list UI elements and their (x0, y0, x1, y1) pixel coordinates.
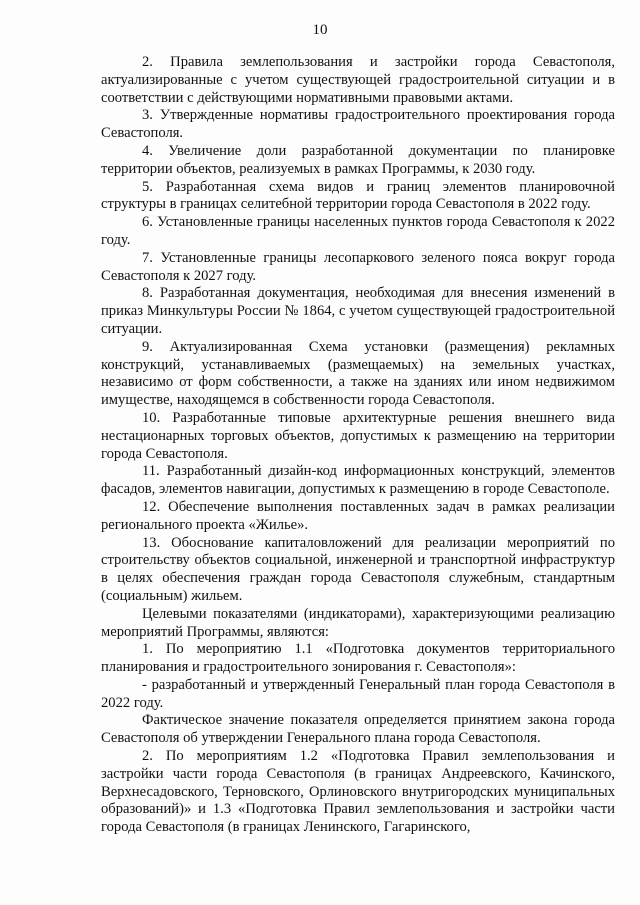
paragraph-item-5: 5. Разработанная схема видов и границ элементов планировочной структуры в границах селитебной территории города Севастополя в 2022 году. (101, 178, 615, 213)
page-number: 10 (312, 22, 328, 38)
paragraph-item-9: 9. Актуализированная Схема установки (размещения) рекламных конструкций, устанавливаемых (размещаемых) на земельных участках, независимо от форм собственности, а также на зданиях или ином недвижимом имуществе, находящемся в собственности города Севастополя. (101, 338, 615, 409)
paragraph-item-11: 11. Разработанный дизайн-код информационных конструкций, элементов фасадов, элементов навигации, допустимых к размещению в городе Севастополе. (101, 463, 615, 498)
paragraph-item-13: 13. Обоснование капиталовложений для реализации мероприятий по строительству объектов социальной, инженерной и транспортной инфраструктур в целях обеспечения граждан города Севастополя служебным, стандартным (социальным) жильем. (101, 534, 615, 604)
paragraph-indicators-intro: Целевыми показателями (индикаторами), характеризующими реализацию мероприятий Программы, являются: (101, 605, 615, 640)
paragraph-item-7: 7. Установленные границы лесопаркового зеленого пояса вокруг города Севастополя к 2027 году. (101, 249, 615, 284)
paragraph-actual-value: Фактическое значение показателя определяется принятием закона города Севастополя об утверждении Генерального плана города Севастополя. (101, 712, 615, 747)
paragraph-item-4: 4. Увеличение доли разработанной документации по планировке территории объектов, реализуемых в рамках Программы, к 2030 году. (101, 142, 615, 177)
paragraph-item-2: 2. Правила землепользования и застройки города Севастополя, актуализированные с учетом существующей градостроительной ситуации и в соответствии с действующими нормативными правовыми актами. (101, 54, 615, 106)
paragraph-item-12: 12. Обеспечение выполнения поставленных задач в рамках реализации регионального проекта «Жилье». (101, 498, 615, 533)
paragraph-measure-1-1: 1. По мероприятию 1.1 «Подготовка документов территориального планирования и градостроительного зонирования г. Севастополя»: (101, 641, 615, 676)
document-body (101, 54, 615, 837)
paragraph-measures-1-2-1-3: 2. По мероприятиям 1.2 «Подготовка Правил землепользования и застройки части города Севастополя (в границах Андреевского, Качинского, Верхнесадовского, Терновского, Орлиновского внутригородских муниципальных образований)» и 1.3 «Подготовка Правил землепользования и застройки части города Севастополя (в границах Ленинского, Гагаринского, (101, 748, 615, 836)
paragraph-item-8: 8. Разработанная документация, необходимая для внесения изменений в приказ Минкультуры России № 1864, с учетом существующей градостроительной ситуации. (101, 285, 615, 337)
paragraph-general-plan: - разработанный и утвержденный Генеральный план города Севастополя в 2022 году. (101, 676, 615, 711)
paragraph-item-3: 3. Утвержденные нормативы градостроительного проектирования города Севастополя. (101, 107, 615, 142)
paragraph-item-10: 10. Разработанные типовые архитектурные решения внешнего вида нестационарных торговых объектов, допустимых к размещению на территории города Севастополя. (101, 409, 615, 462)
paragraph-item-6: 6. Установленные границы населенных пунктов города Севастополя к 2022 году. (101, 214, 615, 248)
